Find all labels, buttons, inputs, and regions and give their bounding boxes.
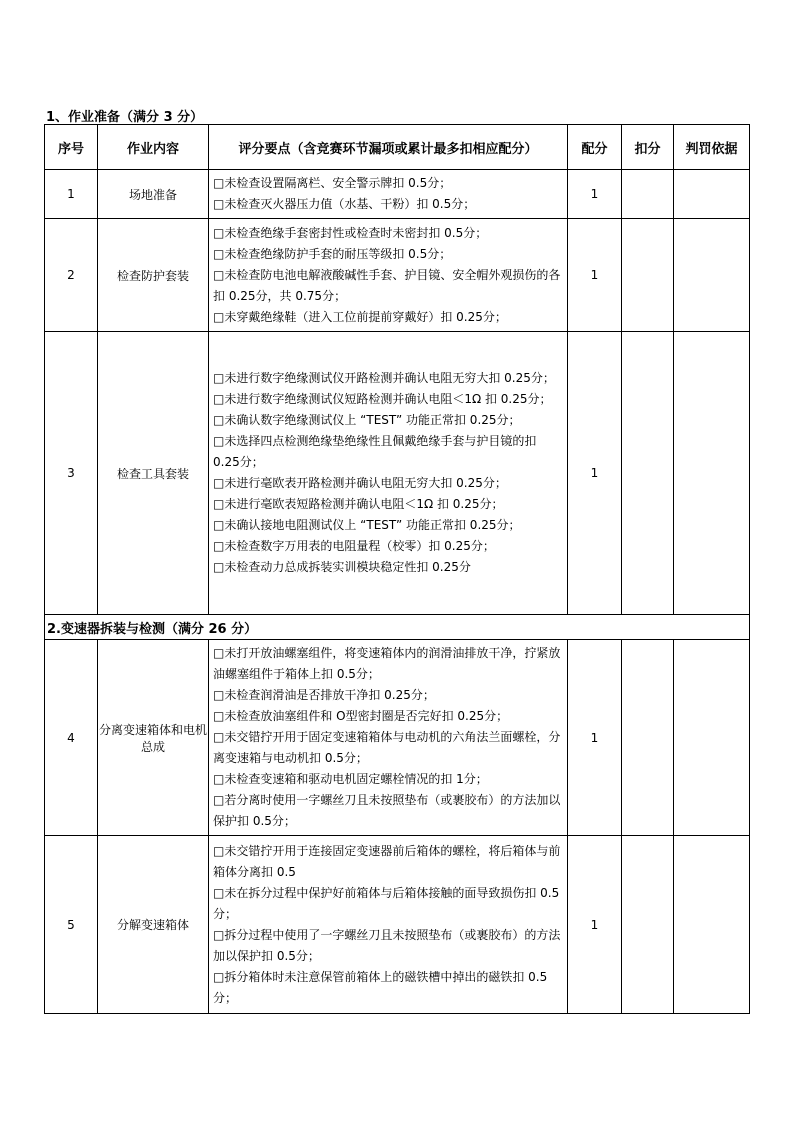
row-no: 4 <box>45 640 98 836</box>
table-row <box>45 332 750 615</box>
header-score: 配分 <box>568 125 622 170</box>
table-row <box>45 219 750 332</box>
row-score: 1 <box>568 170 622 219</box>
row-no: 2 <box>45 219 98 332</box>
row-basis-cell <box>674 332 750 615</box>
scoring-table <box>44 124 750 1014</box>
row-basis-cell <box>674 170 750 219</box>
row-deduct-cell <box>622 219 674 332</box>
header-deduct: 扣分 <box>622 125 674 170</box>
row-deduct-cell <box>622 836 674 1014</box>
row-no: 3 <box>45 332 98 615</box>
criteria-item: □未检查设置隔离栏、安全警示牌扣 0.5分； <box>213 176 452 190</box>
criteria-item: □未进行数字绝缘测试仪短路检测并确认电阻＜1Ω 扣 0.25分； <box>213 392 552 406</box>
table-row <box>45 640 750 836</box>
section-2-title: 2.变速器拆装与检测（满分 26 分） <box>45 615 750 640</box>
row-score: 1 <box>568 640 622 836</box>
row-deduct-cell <box>622 170 674 219</box>
criteria-item: □未检查动力总成拆装实训模块稳定性扣 0.25分 <box>213 560 471 574</box>
criteria-item: □未检查绝缘防护手套的耐压等级扣 0.5分； <box>213 246 452 261</box>
section-2-row <box>45 615 750 640</box>
row-deduct-cell <box>622 640 674 836</box>
criteria-item: □未交错拧开用于连接固定变速器前后箱体的螺栓，将后箱体与前箱体分离扣 0.5 <box>213 843 561 879</box>
criteria-item: □未检查变速箱和驱动电机固定螺栓情况的扣 1分； <box>213 772 488 786</box>
header-task: 作业内容 <box>98 125 209 170</box>
row-task: 场地准备 <box>98 170 209 219</box>
criteria-item: □未检查防电池电解液酸碱性手套、护目镜、安全帽外观损伤的各扣 0.25分，共 0.75分； <box>213 267 561 303</box>
criteria-item: □未在拆分过程中保护好前箱体与后箱体接触的面导致损伤扣 0.5分； <box>213 885 560 921</box>
criteria-item: □未选择四点检测绝缘垫绝缘性且佩戴绝缘手套与护目镜的扣 0.25分； <box>213 434 537 469</box>
criteria-item: □未穿戴绝缘鞋（进入工位前提前穿戴好）扣 0.25分； <box>213 309 507 324</box>
table-header-row <box>45 125 750 170</box>
row-deduct-cell <box>622 332 674 615</box>
header-basis: 判罚依据 <box>674 125 750 170</box>
row-task: 检查防护套装 <box>98 219 209 332</box>
criteria-item: □未检查放油塞组件和 O型密封圈是否完好扣 0.25分； <box>213 709 509 723</box>
row-criteria <box>209 170 568 219</box>
row-score: 1 <box>568 836 622 1014</box>
criteria-item: □拆分箱体时未注意保管前箱体上的磁铁槽中掉出的磁铁扣 0.5分； <box>213 969 548 1005</box>
row-basis-cell <box>674 640 750 836</box>
criteria-item: □未进行毫欧表短路检测并确认电阻＜1Ω 扣 0.25分； <box>213 497 504 511</box>
criteria-item: □未检查润滑油是否排放干净扣 0.25分； <box>213 688 435 702</box>
row-no: 1 <box>45 170 98 219</box>
row-task: 分离变速箱体和电机总成 <box>98 640 209 836</box>
row-criteria <box>209 219 568 332</box>
row-criteria <box>209 640 568 836</box>
header-no: 序号 <box>45 125 98 170</box>
row-score: 1 <box>568 219 622 332</box>
row-task: 检查工具套装 <box>98 332 209 615</box>
criteria-item: □未确认数字绝缘测试仪上 “TEST” 功能正常扣 0.25分； <box>213 413 521 427</box>
criteria-item: □未检查数字万用表的电阻量程（校零）扣 0.25分； <box>213 539 495 553</box>
criteria-item: □未进行毫欧表开路检测并确认电阻无穷大扣 0.25分； <box>213 476 507 490</box>
criteria-item: □未检查灭火器压力值（水基、干粉）扣 0.5分； <box>213 197 476 211</box>
row-basis-cell <box>674 836 750 1014</box>
criteria-item: □未检查绝缘手套密封性或检查时未密封扣 0.5分； <box>213 225 488 240</box>
row-criteria <box>209 836 568 1014</box>
table-row <box>45 170 750 219</box>
row-basis-cell <box>674 219 750 332</box>
criteria-item: □若分离时使用一字螺丝刀且未按照垫布（或裹胶布）的方法加以保护扣 0.5分； <box>213 793 561 828</box>
header-criteria: 评分要点（含竞赛环节漏项或累计最多扣相应配分） <box>209 125 568 170</box>
criteria-item: □未进行数字绝缘测试仪开路检测并确认电阻无穷大扣 0.25分； <box>213 371 555 385</box>
criteria-item: □未打开放油螺塞组件，将变速箱体内的润滑油排放干净，拧紧放油螺塞组件于箱体上扣 0.5分； <box>213 646 561 681</box>
section-1-title: 1、作业准备（满分 3 分） <box>46 110 204 125</box>
criteria-item: □未交错拧开用于固定变速箱箱体与电动机的六角法兰面螺栓，分离变速箱与电动机扣 0.5分； <box>213 730 561 765</box>
row-no: 5 <box>45 836 98 1014</box>
row-criteria <box>209 332 568 615</box>
criteria-item: □拆分过程中使用了一字螺丝刀且未按照垫布（或裹胶布）的方法加以保护扣 0.5分； <box>213 927 561 963</box>
criteria-item: □未确认接地电阻测试仪上 “TEST” 功能正常扣 0.25分； <box>213 518 521 532</box>
row-task: 分解变速箱体 <box>98 836 209 1014</box>
table-row <box>45 836 750 1014</box>
row-score: 1 <box>568 332 622 615</box>
